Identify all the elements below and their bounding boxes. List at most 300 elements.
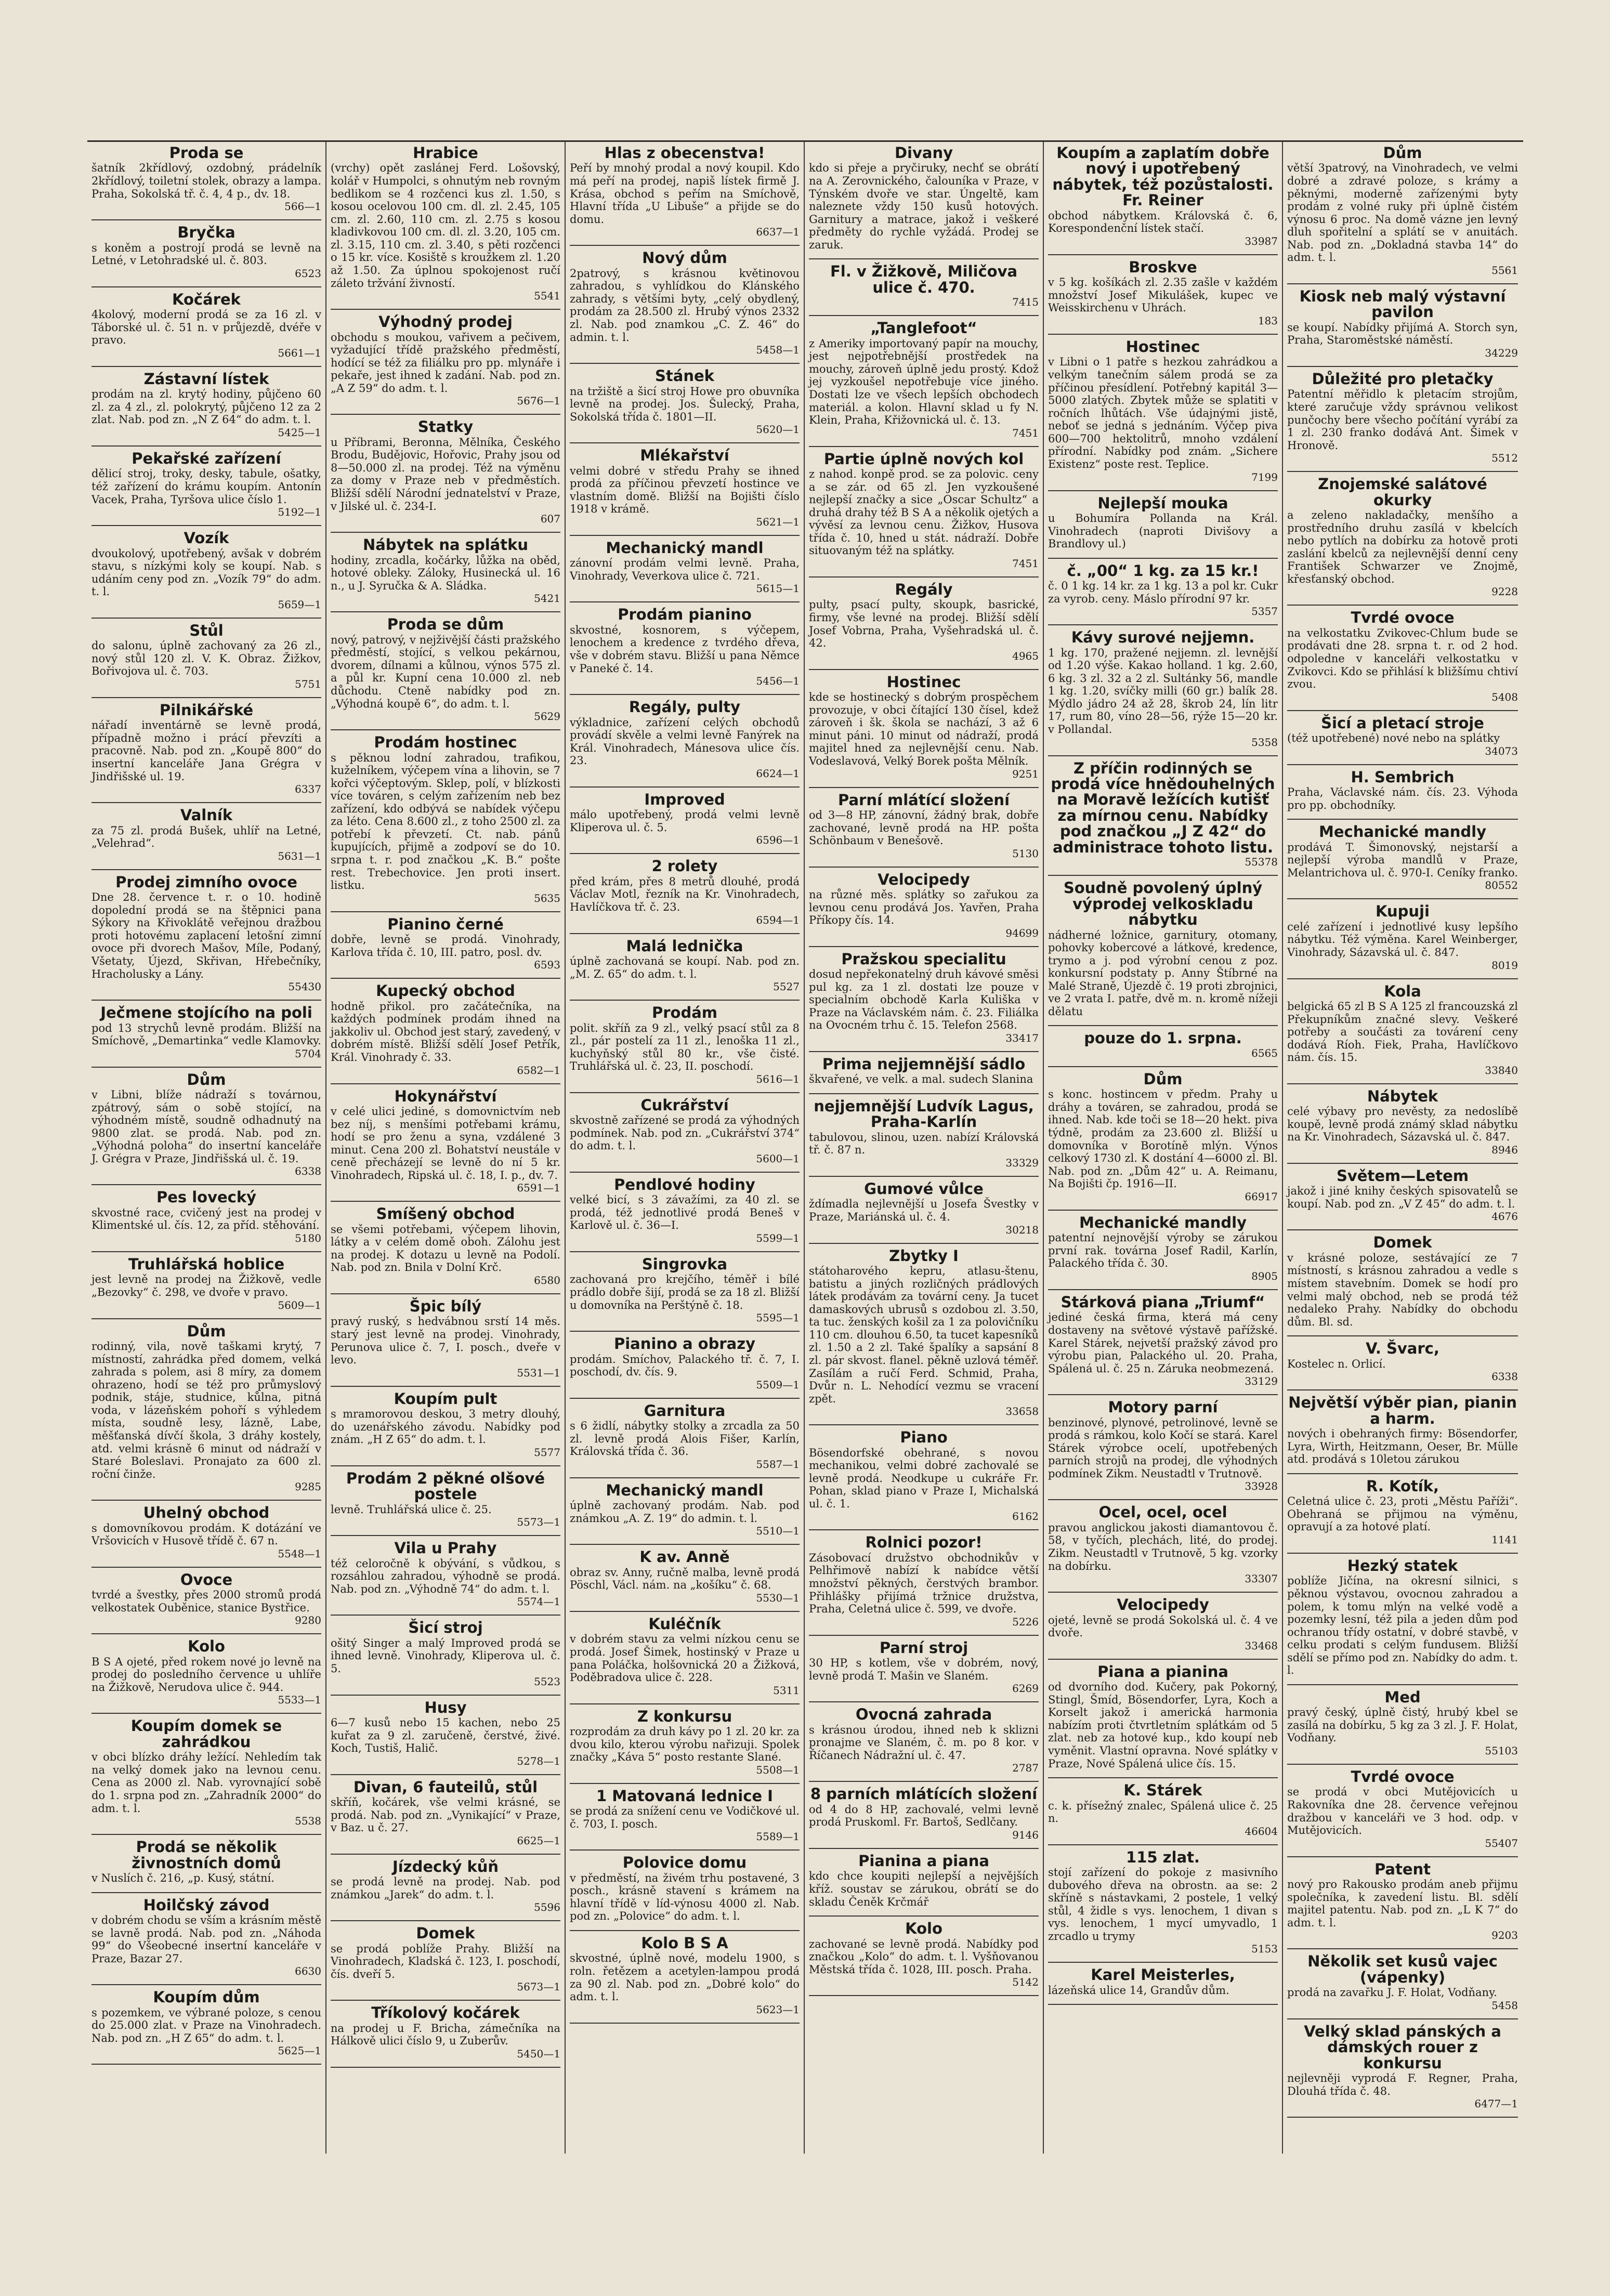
ad-divider: [1287, 1948, 1518, 1949]
ad-body: s mramorovou deskou, 3 metry dlouhý, do uzenářského závodu. Nabídky pod znám. „H Z 65“ do adm. t. l.: [331, 1408, 560, 1446]
classified-ad: [1287, 1235, 1518, 1328]
ad-reference-number: 55378: [1245, 856, 1278, 869]
ad-headline: Mechanické mandly: [1318, 823, 1487, 841]
ad-headline: V. Švarc,: [1366, 1340, 1439, 1358]
ad-body: se prodá v obci Mutějovicích u Rakovníka dne 28. července veřejnou dražbou v kanceláři ve 3 hod. odp. v Mutějovicích.: [1287, 1786, 1518, 1837]
ad-body: nový, patrový, v nejživější části pražského předměstí, stojící, s velkou pekárnou, dvorem, dílnami a kůlnou, výnos 575 zl. a půl kr. Kupní cena 10.000 zl. neb důchodu. Cteně nabídky pod zn. „Výhodná koupě 6“, do adm. t. l.: [331, 633, 560, 710]
ad-body: hodně přikol. pro začátečníka, na každých podmínek prodám ihned na jakkoliv ul. Obchod jest starý, zavedený, v dobrém místě. Bližší sdělí Josef Petřík, Král. Vinohrady č. 33.: [331, 1000, 560, 1064]
ad-reference-number: 6593: [534, 959, 560, 972]
classified-ad: [570, 1616, 800, 1696]
ad-divider: [331, 1695, 560, 1696]
classified-ad: [1287, 715, 1518, 757]
ad-headline: Hrabice: [413, 144, 478, 162]
ad-body: se prodá levně na prodej. Nab. pod známkou „Jarek“ do adm. t. l.: [331, 1875, 560, 1901]
ad-reference-number: 5408: [1491, 690, 1518, 703]
ad-divider: [331, 2000, 560, 2001]
classified-ad: [570, 145, 800, 238]
ad-headline: Patent: [1374, 1860, 1431, 1878]
ad-divider: [1287, 1553, 1518, 1554]
ad-reference-number: 6162: [1012, 1510, 1039, 1523]
ad-reference-number: 6630: [295, 1965, 321, 1978]
ad-headline: Důležité pro pletačky: [1312, 370, 1494, 388]
ad-divider: [570, 786, 800, 788]
classified-ad: [1287, 1689, 1518, 1756]
classified-ad: [91, 530, 321, 610]
ad-headline: Hokynářství: [394, 1087, 497, 1105]
ad-divider: [331, 309, 560, 310]
ad-divider: [1287, 1389, 1518, 1390]
ad-headline: Smíšený obchod: [376, 1205, 515, 1223]
ad-body: 6—7 kusů nebo 15 kachen, nebo 25 kuřat za 9 zl. zaručeně, čerstvé, živé. Koch, Tustiš, Halič.: [331, 1716, 560, 1755]
classified-ad: [1048, 1967, 1278, 1997]
classified-ad: [1287, 2024, 1518, 2109]
ad-divider: [331, 1386, 560, 1387]
ad-headline: Stůl: [189, 621, 224, 639]
ad-body: v dobrém chodu se vším a krásním městě se lavně prodá. Nab. pod zn. „Náhoda 99“ do Všeobecné insertní kanceláře v Praze, Bazar 27.: [91, 1914, 321, 1965]
ad-body: patentní nejnovější výroby se zárukou první rak. továrna Josef Radil, Karlín, Palackého třída č. 30.: [1048, 1231, 1278, 1270]
ad-divider: [570, 1331, 800, 1332]
ad-reference-number: 34073: [1485, 744, 1518, 757]
ad-body: pulty, psací pulty, skoupk, basrické, firmy, vše levné na prodej. Bližší sdělí Josef Vobrna, Praha, Vyšehradská ul. č. 42.: [809, 598, 1039, 650]
ad-divider: [1287, 898, 1518, 899]
ad-body: se všemi potřebami, výčepem lihovin, látky a v celém domě oboh. Zálohu jest na prodej. K dotazu u levně na Podolí. Nab. pod zn. Bnila v Dolní Krč.: [331, 1223, 560, 1274]
ad-body: v předměstí, na živém trhu postavené, 3 posch., krásně stavení s krámem na hlavní třídě v líd-výnosu 4000 zl. Nab. pod zn. „Polovice“ do adm. t. l.: [570, 1871, 800, 1923]
ad-body: větší 3patrový, na Vinohradech, ve velmi dobré a zdravé poloze, s krámy a pěknými, moderně zařízenými byty prodám z volné ruky při úplně čistém výnosu 6 proc. Na domě vázne jen levný dluh spořitelní a splátí se v anuitách. Nab. pod zn. „Dokladná stavba 14“ do adm. t. l.: [1287, 162, 1518, 264]
ad-body: (též upotřebené) nové nebo na splátky: [1287, 732, 1500, 745]
ad-headline: Prima nejjemnější sádlo: [822, 1055, 1026, 1073]
classified-ad: [1287, 1478, 1518, 1545]
ad-divider: [1287, 1163, 1518, 1164]
ad-headline: Mechanický mandl: [606, 1481, 764, 1499]
ad-body: od 3—8 HP, zánovní, žádný brak, dobře zachované, levně prodá na HP. pošta Schönbaum v Benešově.: [809, 808, 1039, 847]
ad-headline: pouze do 1. srpna.: [1084, 1029, 1242, 1047]
ad-reference-number: 9203: [1491, 1929, 1518, 1942]
ad-reference-number: 7451: [1012, 557, 1039, 570]
ad-headline: 8 parních mlátících složení: [810, 1785, 1038, 1803]
ad-headline: Prodám pianino: [618, 606, 752, 624]
classified-ad: [91, 1005, 321, 1059]
column-1: [87, 142, 326, 2154]
ad-body: 4kolový, moderní prodá se za 16 zl. v Táborské ul. č. 51 n. v průjezdě, dvéře v pravo.: [91, 308, 321, 347]
ad-headline: Bryčka: [177, 224, 235, 242]
ad-divider: [331, 1920, 560, 1921]
ad-headline: Dům: [187, 1070, 226, 1088]
ad-headline: Kuléčník: [648, 1615, 721, 1633]
classified-ad: [1287, 903, 1518, 970]
ad-divider: [1048, 1499, 1278, 1500]
ad-headline: Prodám 2 pěkné olšové postele: [346, 1469, 545, 1503]
ad-reference-number: 5458—1: [756, 344, 800, 357]
ad-divider: [91, 445, 321, 447]
ad-body: pravou anglickou jakosti diamantovou č. 58, v tyčích, plechách, lité, do prodej. Zikm. Neustadtl v Trutnově, 5 kg. vzorky na dobírku.: [1048, 1521, 1278, 1572]
ad-body: skvostné race, cvičený jest na prodej v Klimentské ul. čís. 12, za příd. stěhování.: [91, 1206, 321, 1232]
ad-body: velké bicí, s 3 závažími, za 40 zl. se prodá, též jednotlivé prodá Beneš v Karlově ul. č. 36—I.: [570, 1193, 800, 1232]
ad-reference-number: 183: [1258, 314, 1278, 327]
ad-divider: [1048, 2004, 1278, 2005]
ad-headline: Zástavní lístek: [143, 370, 269, 388]
ad-body: v dobrém stavu za velmi nízkou cenu se prodá. Josef Šimek, hostinský v Praze u pana Poláčka, holšovnická 20 a Žižková, Poděbradova ulice č. 228.: [570, 1633, 800, 1684]
ad-divider: [91, 1067, 321, 1068]
ad-body: levně. Truhlářská ulice č. 25.: [331, 1503, 492, 1516]
ad-headline: Statky: [417, 418, 474, 436]
ad-reference-number: 5142: [1012, 1976, 1039, 1989]
ad-reference-number: 9228: [1491, 585, 1518, 598]
ad-body: pod 13 strychů levně prodám. Bližší na Smíchově, „Demartinka“ vedle Klamovky.: [91, 1021, 321, 1047]
ad-body: lázeňská ulice 14, Grandův dům.: [1048, 1984, 1229, 1997]
ad-divider: [809, 1176, 1039, 1177]
classified-ad: [91, 145, 321, 212]
classified-ad: [1048, 495, 1278, 550]
ad-headline: Šicí a pletací stroje: [1321, 714, 1484, 732]
ad-divider: [809, 1051, 1039, 1052]
ad-body: na tržiště a šicí stroj Howe pro obuvníka levně na prodej. Jos. Šulecký, Praha, Sokolská třída č. 1801—II.: [570, 385, 800, 423]
ad-reference-number: 55103: [1485, 1744, 1518, 1757]
ad-reference-number: 9280: [295, 1614, 321, 1627]
classified-ad: [331, 314, 560, 406]
classified-ad: [1048, 1399, 1278, 1492]
ad-headline: Nábytek na splátku: [362, 536, 529, 554]
column-2: [326, 142, 566, 2154]
ad-body: belgická 65 zl B S A 125 zl francouzská zl Překupníkům značné slevy. Veškeré potřeby a součásti za továrení ceny dodává Ríoh. Fiek, Praha, Havlíčkovo nám. čís. 15.: [1287, 1000, 1518, 1064]
ad-headline: Husy: [424, 1698, 467, 1716]
ad-reference-number: 8905: [1251, 1269, 1278, 1282]
ad-headline: Světem—Letem: [1336, 1166, 1469, 1185]
ad-headline: Garnitura: [644, 1401, 726, 1420]
ad-body: se prodá za snížení cenu ve Vodičkové ul. č. 703, I. posch.: [570, 1805, 800, 1830]
ad-body: celé výbavy pro nevěsty, za nedoslíbě koupě, levně prodá známý sklad nábytku na Kr. Vinohradech, Sázavská ul. č. 847.: [1287, 1105, 1518, 1144]
classified-ad: [1287, 824, 1518, 891]
classified-ad: [1048, 1294, 1278, 1387]
ad-reference-number: 5278—1: [517, 1754, 560, 1767]
ad-reference-number: 33468: [1245, 1639, 1278, 1652]
classified-ad: [809, 1098, 1039, 1169]
ad-body: polit. skříň za 9 zl., velký psací stůl za 8 zl., pár postelí za 11 zl., lenoška 11 zl., kuchyňský stůl 80 kr., vše čisté. Truhlářská ul. č. 23, II. poschodí.: [570, 1021, 800, 1073]
ad-headline: Pes lovecký: [156, 1188, 257, 1206]
classified-ad: [809, 1181, 1039, 1236]
ad-divider: [570, 933, 800, 934]
ad-divider: [1287, 1764, 1518, 1765]
ad-divider: [331, 1615, 560, 1616]
ad-divider: [570, 1477, 800, 1478]
ad-headline: Med: [1384, 1688, 1421, 1706]
ad-divider: [1048, 1844, 1278, 1845]
ad-reference-number: 5751: [295, 677, 321, 690]
ad-divider: [1287, 1229, 1518, 1230]
ad-reference-number: 5458: [1491, 1999, 1518, 2012]
ad-divider: [570, 1251, 800, 1252]
ad-reference-number: 55407: [1485, 1836, 1518, 1849]
ad-body: s 6 židlí, nábytky stolky a zrcadla za 50 zl. levně prodá Alois Fišer, Karlín, Královská třída č. 36.: [570, 1420, 800, 1458]
ad-body: obchod nábytkem. Královská č. 6, Korespondenční lístek stačí.: [1048, 209, 1278, 235]
ad-body: s domovníkovou prodám. K dotázání ve Vršovicích v Husově třídě č. 67 n.: [91, 1521, 321, 1547]
ad-reference-number: 6582—1: [517, 1064, 560, 1077]
ad-reference-number: 607: [540, 513, 560, 526]
ad-reference-number: 5620—1: [756, 423, 800, 436]
classified-ad: [809, 451, 1039, 569]
ad-body: a zeleno nakladačky, menšího a prostředního druhu zasílá v kbelcích nebo pytlích na dobírku za hotově proti zaslání kbelců za nejlevnější denní ceny František Schwarzer ve Znojmě, křesťanský obchod.: [1287, 509, 1518, 585]
ad-headline: Prodám: [651, 1004, 718, 1022]
ad-headline: Koupím pult: [394, 1389, 498, 1408]
ad-headline: Fl. v Žižkově, Miličova ulice č. 470.: [830, 263, 1018, 296]
ad-divider: [809, 1995, 1039, 1996]
ad-body: Zásobovací družstvo obchodnikův v Pelhřimově nabízí k nabídce větší množství pěkných, čerstvých brambor. Přihlášky přijímá tržnice družstva, Praha, Celetná ulice č. 599, ve dvoře.: [809, 1551, 1039, 1616]
ad-body: pravý český, úplně čistý, hrubý kbel se zasílá na dobírku, 5 kg za 3 zl. J. F. Holat, Vodňany.: [1287, 1706, 1518, 1744]
ad-headline: Tvrdé ovoce: [1351, 609, 1455, 627]
ad-body: B S A ojeté, před rokem nové jo levně na prodej do posledního července u uhlíře na Žižkově, Nerudova ulice č. 944.: [91, 1655, 321, 1694]
classified-ad: [331, 916, 560, 971]
ad-body: v 5 kg. košíkách zl. 2.35 zašle v každém množství Josef Mikulášek, kupec ve Weisskirchenu v Uhrách.: [1048, 276, 1278, 314]
ad-reference-number: 30218: [1005, 1223, 1039, 1236]
ad-body: Bösendorfské obehrané, s novou mechanikou, velmi dobré zachovalé se levně prodá. Neodkupe u cukráře Fr. Pohan, sklad piano v Praze I, Michalská ul. č. 1.: [809, 1446, 1039, 1510]
ad-headline: Kupuji: [1376, 902, 1430, 921]
classified-ad: [91, 1839, 321, 1884]
ad-body: nových i obehraných firmy: Bösendorfer, Lyra, Wirth, Heitzmann, Oeser, Br. Mülle atd. prodává s 10letou zárukou: [1287, 1427, 1518, 1466]
classified-ad: [570, 1097, 800, 1164]
ad-headline: Jízdecký kůň: [392, 1857, 499, 1875]
ad-divider: [91, 1318, 321, 1319]
ad-headline: Karel Meisterles,: [1091, 1966, 1235, 1984]
classified-ad: [809, 582, 1039, 662]
ad-headline: Kolo: [188, 1637, 225, 1656]
ad-headline: Parní stroj: [879, 1638, 968, 1657]
ad-body: na různé měs. splátky so zařukou za levnou cenu prodává Jos. Yavřen, Praha Příkopy čís. 14.: [809, 888, 1039, 927]
ad-reference-number: 6477—1: [1474, 2097, 1518, 2110]
ad-body: 2patrový, s krásnou květinovou zahradou, s vyhlídkou do Klánského zahrady, s většími byty, „celý obydlený, prodám za 28.500 zl. Hrubý výnos 2332 zl. Nab. pod znamkou „C. Z. 46“ do admin. t. l.: [570, 267, 800, 344]
classified-ad: [570, 938, 800, 993]
ad-reference-number: 6338: [1491, 1370, 1518, 1383]
ad-body: u Bohumíra Pollanda na Král. Vinohradech (naproti Divišovy a Brandlovy ul.): [1048, 511, 1278, 550]
ad-divider: [1048, 1659, 1278, 1660]
ad-body: obraz sv. Anny, ručně malba, levně prodá Pöschl, Václ. nám. na „košíku“ č. 68.: [570, 1566, 800, 1592]
ad-body: kdo chce koupiti nejlepší a nejvějších kříž. soustav se zárukou, obrátí se do skladu Čeněk Krčmář: [809, 1870, 1039, 1908]
classified-ad: [331, 983, 560, 1075]
ad-reference-number: 5538: [295, 1815, 321, 1828]
classified-ad: [91, 1718, 321, 1827]
classified-ad: [331, 1620, 560, 1687]
ad-headline: Domek: [1373, 1234, 1432, 1252]
ad-divider: [570, 1611, 800, 1612]
ad-body: Peří by mnohý prodal a nový koupil. Kdo má peří na prodej, napiš lístek firmě J. Krása, obchod s peřím na Smíchově, Hlavní třída „U Libuše“ a přijde se do domu.: [570, 162, 800, 226]
ad-divider: [331, 1083, 560, 1084]
ad-reference-number: 5192—1: [278, 506, 321, 519]
ad-headline: Velocipedy: [1117, 1596, 1209, 1614]
ad-reference-number: 5659—1: [278, 598, 321, 611]
classified-ad: [570, 1177, 800, 1244]
classified-ad: [570, 540, 800, 595]
ad-reference-number: 5676—1: [517, 395, 560, 408]
ad-reference-number: 33840: [1485, 1064, 1518, 1077]
ad-divider: [570, 601, 800, 602]
ad-divider: [1048, 1066, 1278, 1067]
ad-body: s krásnou úrodou, ihned neb k sklizni pronajme ve Slaném, č. m. po 8 kor. v Říčanech Nádražní ul. č. 47.: [809, 1723, 1039, 1762]
classified-ad: [91, 1897, 321, 1977]
ad-reference-number: 9285: [295, 1480, 321, 1493]
ad-divider: [570, 1172, 800, 1173]
ad-reference-number: 5226: [1012, 1615, 1039, 1628]
ad-headline: Zbytky I: [889, 1247, 959, 1265]
ad-headline: Stárková piana „Triumf“: [1061, 1293, 1265, 1311]
ad-reference-number: 5673—1: [517, 1980, 560, 1993]
classified-ad: [1287, 1953, 1518, 2011]
classified-ad: [809, 1853, 1039, 1908]
ad-body: z Ameriky importovaný papír na mouchy, jest nejpotřebnější prostředek na mouchy, zároveň úplně jedu prostý. Kdož jej vyzkoušel nepotřebuje více jiného. Dostati lze ve všech lepších obchodech materiál. a kolon. Hlavní sklad u fy N. Klein, Praha, Křižovnická ul. č. 13.: [809, 337, 1039, 427]
ad-body: tvrdé a švestky, přes 2000 stromů prodá velkostatek Ouběnice, stanice Bystřice.: [91, 1589, 321, 1614]
column-3: [566, 142, 805, 2154]
ad-reference-number: 5600—1: [756, 1152, 800, 1165]
ad-reference-number: 5523: [534, 1675, 560, 1688]
ad-body: na prodej u F. Bricha, zámečníka na Hálkově ulici číslo 9, u Zuberův.: [331, 2022, 560, 2048]
ad-headline: Improved: [644, 790, 725, 808]
ad-headline: Divany: [894, 144, 953, 162]
classified-ad: [809, 792, 1039, 859]
ad-reference-number: 34229: [1485, 346, 1518, 359]
ad-body: úplně zachovaná se koupí. Nab. pod zn. „M. Z. 65“ do adm. t. l.: [570, 954, 800, 980]
ad-divider: [1048, 334, 1278, 335]
ad-divider: [809, 669, 1039, 670]
classified-ad: [1287, 1861, 1518, 1941]
ad-reference-number: 5130: [1012, 847, 1039, 860]
ad-reference-number: 566—1: [284, 200, 321, 213]
ad-reference-number: 5531—1: [517, 1366, 560, 1379]
ad-body: velmi dobré v středu Prahy se ihned prodá za příčinou převzetí hostince ve vlastním domě. Bližší na Bojišti číslo 1918 v krámě.: [570, 464, 800, 516]
classified-ad: [1048, 1849, 1278, 1955]
ad-body: ošitý Singer a malý Improved prodá se ihned levně. Vinohrady, Kliperova ul. č. 5.: [331, 1636, 560, 1675]
classified-ad: [570, 1336, 800, 1390]
ad-reference-number: 5589—1: [756, 1830, 800, 1843]
ad-divider: [91, 219, 321, 220]
ad-body: prodám. Smíchov, Palackého tř. č. 7, I. poschodí, dv. čís. 9.: [570, 1353, 800, 1379]
ad-divider: [1287, 283, 1518, 284]
ad-divider: [1287, 605, 1518, 606]
ad-headline: Kupecký obchod: [376, 982, 515, 1000]
ad-headline: Ovocná zahrada: [855, 1705, 992, 1724]
ad-body: s pěknou lodní zahradou, trafikou, kuželníkem, výčepem vína a lihovin, se 7 kořci výčeptovým. Sklep, polí, v blízkosti více továren, s celým zařízením neb bez zařízení, kdo odbývá se nabídek výčepu za léto. Cena 8.600 zl., z toho 2500 zl. za potřebí k převzetí. Ct. nab. pánů kupujících, přijmě a zodpoví se do 10. srpna t. r. pod značkou „K. B.“ pošte rest. Trebechovice. Jen proti insert. listku.: [331, 751, 560, 892]
ad-body: Celetná ulice č. 23, proti „Městu Paříži“. Obehraná se přijmou na výměnu, opravují a za hotové platí.: [1287, 1495, 1518, 1533]
ad-divider: [809, 1093, 1039, 1094]
ad-divider: [331, 911, 560, 912]
ad-headline: Divan, 6 fauteilů, stůl: [353, 1778, 538, 1796]
ad-divider: [1287, 1083, 1518, 1084]
classified-ad: [809, 674, 1039, 780]
ad-headline: Parní mlátící složení: [837, 791, 1010, 809]
ad-body: (vrchy) opět zaslánej Ferd. Lošovský, kolář v Humpolci, s ohnutým neb rovným bedlikom se 4 rozčenci kus zl. 1.50, s kosou ocelovou 100 cm. dl. zl. 2.45, 105 cm. zl. 2.60, 110 cm. zl. 2.75 s kosou kladivkovou 100 cm. dl. zl. 3.20, 105 cm. zl. 3.15, 110 cm. zl. 3.40, s pěti rozčenci o 15 kr. více. Kosiště s kroužkem zl. 1.20 až 1.50. Za úplnou spokojenost ručí záleto tržvání živností.: [331, 162, 560, 290]
ad-body: Patentní měřidlo k pletacím strojům, které zaručuje vždy správnou velikost punčochy bere všecho počítání vyrábí za 1 zl. 230 franko dodává Ant. Šimek v Hronově.: [1287, 388, 1518, 452]
ad-body: též celoročně k obývání, s vůdkou, s rozsáhlou zahradou, výhodně se prodá. Nab. pod zn. „Výhodně 74“ do adm. t. l.: [331, 1557, 560, 1595]
ad-headline: Gumové vůlce: [864, 1180, 984, 1198]
ad-headline: Dům: [1383, 144, 1422, 162]
ad-body: č. 0 1 kg. 14 kr. za 1 kg. 13 a pol kr. Cukr za vyrob. ceny. Máslo přírodní 97 kr.: [1048, 580, 1278, 605]
ad-reference-number: 5153: [1251, 1943, 1278, 1956]
ad-reference-number: 6338: [295, 1165, 321, 1178]
ad-reference-number: 6523: [295, 267, 321, 280]
classified-ad: [91, 807, 321, 862]
ad-reference-number: 5357: [1251, 605, 1278, 618]
ad-reference-number: 2787: [1012, 1762, 1039, 1775]
ad-reference-number: 5621—1: [756, 515, 800, 528]
ad-divider: [331, 532, 560, 533]
ad-body: u Příbrami, Beronna, Mělníka, Českého Brodu, Budějovic, Hořovic, Prahy jsou od 8—50.000 zl. na prodej. Též na výměnu za domy v Praze neb v předměstích. Bližší sdělí Národní jednatelství v Praze, v Jilské ul. č. 234-I.: [331, 436, 560, 513]
ad-divider: [1048, 1777, 1278, 1778]
ad-headline: Z příčin rodinných se prodá více hnědouhelných na Moravě ležících kutišť za mírnou cenu. Nabídky pod značkou „J Z 42“ do administrace tohoto listu.: [1051, 759, 1275, 856]
ad-divider: [570, 245, 800, 246]
classified-ad: [331, 145, 560, 301]
ad-body: rodinný, vila, nově taškami krytý, 7 místností, zahrádka před domem, velká zahrada s polem, asi 8 míry, za domem ohrazeno, hodí se též pro průmyslový podnik, stáje, studnice, kůlna, pitná voda, v lázeňském pohoří s výhledem místa, soudně lesy, lázně, Labe, měšťanská dívčí škola, 3 dráhy kostely, atd. velmi krásně 6 minut od nádraží v Staré Boleslavi. Pronajato za 600 zl. roční činže.: [91, 1340, 321, 1480]
classified-ad: [809, 145, 1039, 251]
classified-ad: [91, 1189, 321, 1244]
ad-headline: Hoilčský závod: [143, 1896, 270, 1914]
ad-headline: Truhlářská hoblice: [128, 1255, 285, 1273]
ad-divider: [809, 867, 1039, 868]
ad-divider: [809, 946, 1039, 947]
ad-body: benzinové, plynové, petrolinové, levně se prodá s rámkou, kolo Kočí se stará. Karel Stárek výrobce ocelí, upotřebených parních strojů na prodej, dle výhodných podmínek Zikm. Neustadtl v Trutnově.: [1048, 1416, 1278, 1480]
ad-headline: Dům: [1143, 1070, 1183, 1088]
ad-headline: Šicí stroj: [408, 1619, 483, 1637]
ad-reference-number: 94699: [1005, 926, 1039, 939]
ad-body: prodá na zavařku J. F. Holat, Vodňany.: [1287, 1986, 1497, 1999]
ad-headline: Kola: [1384, 982, 1421, 1000]
ad-divider: [570, 442, 800, 443]
classified-ad: [1048, 145, 1278, 247]
ad-reference-number: 5635: [534, 891, 560, 904]
ad-divider: [1048, 1592, 1278, 1593]
classified-ad: [1048, 1504, 1278, 1584]
ad-divider: [809, 1781, 1039, 1782]
ad-headline: Největší výběr pian, pianin a harm.: [1288, 1394, 1517, 1427]
classified-ad: [331, 537, 560, 604]
ad-reference-number: 6269: [1012, 1682, 1039, 1695]
ad-body: v Nuslích č. 216, „p. Kusý, státní.: [91, 1872, 274, 1884]
ad-body: s pozemkem, ve výbrané poloze, s cenou do 25.000 zlat. v Praze na Vinohradech. Nab. pod zn. „H Z 65“ do adm. t. l.: [91, 2006, 321, 2044]
ad-divider: [809, 1243, 1039, 1244]
ad-reference-number: 5616—1: [756, 1072, 800, 1085]
ad-body: v celé ulici jediné, s domovnictvím neb bez níj, s menšími potřebami krámu, hodí se pro ženu a syna, vzdálené 3 minut. Cena 200 zl. Bohatství neustále v ceně přecházejí se levně do ní 5 kr. Vinohradech, Ripská ul. č. 18, I. p., dv. 7.: [331, 1105, 560, 1182]
ad-reference-number: 8019: [1491, 959, 1518, 972]
ad-headline: Vila u Prahy: [394, 1539, 497, 1557]
ad-reference-number: 5661—1: [278, 346, 321, 359]
ad-divider: [570, 1000, 800, 1001]
ad-divider: [809, 315, 1039, 316]
ad-headline: Pendlové hodiny: [614, 1175, 755, 1193]
classified-ad: [570, 1482, 800, 1537]
classified-ad: [570, 250, 800, 356]
ad-body: tabulovou, slinou, uzen. nabízí Královská tř. č. 87 n.: [809, 1131, 1039, 1157]
classified-ad: [809, 872, 1039, 939]
ad-headline: Soudně povolený úplný výprodej velkoskladu nábytku: [1063, 879, 1263, 929]
ad-divider: [331, 1465, 560, 1466]
classified-ad: [91, 371, 321, 438]
ad-headline: Regály, pulty: [629, 698, 741, 716]
ad-reference-number: 5587—1: [756, 1458, 800, 1471]
classified-ad: [91, 1572, 321, 1626]
ad-divider: [570, 1930, 800, 1931]
ad-body: ždímadla nejlevnější u Josefa Švestky v Praze, Mariánská ul. č. 4.: [809, 1198, 1039, 1223]
ad-divider: [809, 1701, 1039, 1702]
classified-ad: [809, 1534, 1039, 1627]
ad-divider: [1287, 471, 1518, 472]
ad-divider: [91, 286, 321, 287]
ad-headline: Motory parní: [1108, 1398, 1218, 1416]
classified-ad: [91, 623, 321, 690]
ad-headline: Tvrdé ovoce: [1351, 1768, 1455, 1786]
ad-body: v Libni, blíže nádraží s továrnou, zpátrový, sám o sobě stojící, na výhodném místě, soudně odhadnutý na 9800 zlat. se prodá. Nab. pod zn. „Výhodná poloha“ do insertní kanceláře J. Grégra v Praze, Jindřišská ul. č. 19.: [91, 1088, 321, 1165]
ad-body: škvařené, ve velk. a mal. sudech Slanina: [809, 1073, 1033, 1086]
ad-reference-number: 6580: [534, 1274, 560, 1287]
classified-ad: [1287, 1088, 1518, 1156]
ad-divider: [91, 1184, 321, 1185]
ad-divider: [331, 2067, 560, 2068]
newspaper-classifieds-page: [87, 140, 1523, 2154]
ad-divider: [570, 1092, 800, 1093]
